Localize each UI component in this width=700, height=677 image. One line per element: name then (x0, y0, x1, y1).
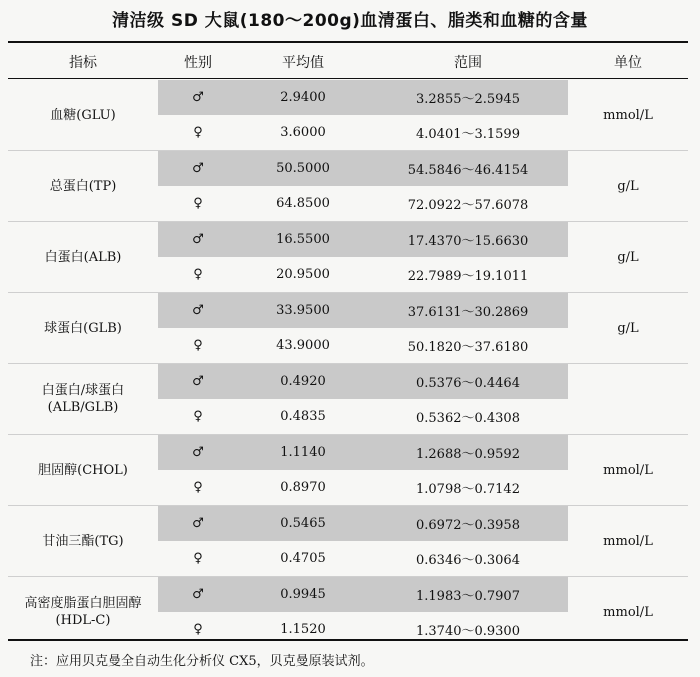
indicator-cell: 球蛋白(GLB) (8, 293, 158, 364)
range-cell: 1.2688～0.9592 (368, 435, 568, 471)
sex-symbol: ♂ (158, 506, 238, 542)
table-row (8, 222, 688, 258)
unit-cell: mmol/L (568, 577, 688, 648)
footnote: 注：应用贝克曼全自动生化分析仪 CX5，贝克曼原装试剂。 (30, 654, 374, 669)
unit-cell: g/L (568, 151, 688, 222)
indicator-cell: 总蛋白(TP) (8, 151, 158, 222)
indicator-cell: 高密度脂蛋白胆固醇 (HDL-C) (8, 577, 158, 648)
sex-symbol: ♀ (193, 409, 203, 424)
indicator-cell: 白蛋白(ALB) (8, 222, 158, 293)
range-cell: 3.2855～2.5945 (368, 80, 568, 115)
header-indicator: 指标 (69, 54, 97, 71)
header-mean: 平均值 (282, 54, 324, 71)
unit-cell: mmol/L (568, 435, 688, 506)
header-unit: 单位 (614, 54, 642, 71)
table-row (8, 80, 688, 115)
indicator-cell: 胆固醇(CHOL) (8, 435, 158, 506)
mean-cell: 43.9000 (276, 338, 330, 353)
range-cell: 4.0401～3.1599 (416, 127, 520, 142)
sex-symbol: ♀ (193, 196, 203, 211)
unit-cell: mmol/L (603, 107, 653, 123)
table-row (8, 506, 688, 542)
sex-symbol: ♀ (193, 267, 203, 282)
range-cell: 1.0798～0.7142 (416, 482, 520, 497)
mean-cell: 16.5500 (238, 222, 368, 258)
sex-symbol: ♂ (158, 577, 238, 613)
header-sex: 性别 (184, 54, 212, 71)
table-row (8, 435, 688, 471)
mean-cell: 2.9400 (238, 80, 368, 115)
sex-symbol: ♀ (193, 622, 203, 637)
table-body (8, 80, 688, 647)
sex-symbol: ♂ (158, 80, 238, 115)
table-row (8, 151, 688, 187)
unit-cell (568, 364, 688, 435)
range-cell: 1.1983～0.7907 (368, 577, 568, 613)
range-cell: 22.7989～19.1011 (407, 269, 529, 284)
range-cell: 0.5362～0.4308 (416, 411, 520, 426)
sex-symbol: ♀ (193, 125, 203, 140)
mean-cell: 33.9500 (238, 293, 368, 329)
range-cell: 0.5376～0.4464 (368, 364, 568, 400)
mean-cell: 0.8970 (280, 480, 326, 495)
mean-cell: 64.8500 (276, 196, 330, 211)
range-cell: 54.5846～46.4154 (368, 151, 568, 187)
range-cell: 72.0922～57.6078 (407, 198, 529, 213)
indicator-cell: 甘油三酯(TG) (8, 506, 158, 577)
range-cell: 37.6131～30.2869 (368, 293, 568, 329)
indicator-cell: 血糖(GLU) (50, 107, 116, 123)
unit-cell: g/L (568, 222, 688, 293)
table-row (8, 577, 688, 613)
sex-symbol: ♀ (193, 480, 203, 495)
mean-cell: 0.9945 (238, 577, 368, 613)
header-range: 范围 (454, 54, 482, 71)
indicator-cell: 白蛋白/球蛋白 (ALB/GLB) (8, 364, 158, 435)
range-cell: 1.3740～0.9300 (416, 624, 520, 639)
mean-cell: 0.5465 (238, 506, 368, 542)
mean-cell: 3.6000 (280, 125, 326, 140)
data-table (8, 43, 688, 647)
unit-cell: g/L (568, 293, 688, 364)
sex-symbol: ♀ (193, 338, 203, 353)
sex-symbol: ♂ (158, 222, 238, 258)
table-title: 清洁级 SD 大鼠(180～200g)血清蛋白、脂类和血糖的含量 (112, 11, 588, 31)
range-cell: 0.6346～0.3064 (416, 553, 520, 568)
mean-cell: 50.5000 (238, 151, 368, 187)
sex-symbol: ♂ (158, 364, 238, 400)
sex-symbol: ♂ (158, 293, 238, 329)
table-row (8, 293, 688, 329)
header-row (8, 43, 688, 80)
mean-cell: 1.1520 (280, 622, 326, 637)
sex-symbol: ♀ (193, 551, 203, 566)
range-cell: 50.1820～37.6180 (407, 340, 529, 355)
sex-symbol: ♂ (158, 435, 238, 471)
range-cell: 17.4370～15.6630 (368, 222, 568, 258)
mean-cell: 20.9500 (276, 267, 330, 282)
table-row (8, 364, 688, 400)
mean-cell: 0.4835 (280, 409, 326, 424)
mean-cell: 0.4705 (280, 551, 326, 566)
range-cell: 0.6972～0.3958 (368, 506, 568, 542)
mean-cell: 1.1140 (238, 435, 368, 471)
sex-symbol: ♂ (158, 151, 238, 187)
mean-cell: 0.4920 (238, 364, 368, 400)
unit-cell: mmol/L (568, 506, 688, 577)
